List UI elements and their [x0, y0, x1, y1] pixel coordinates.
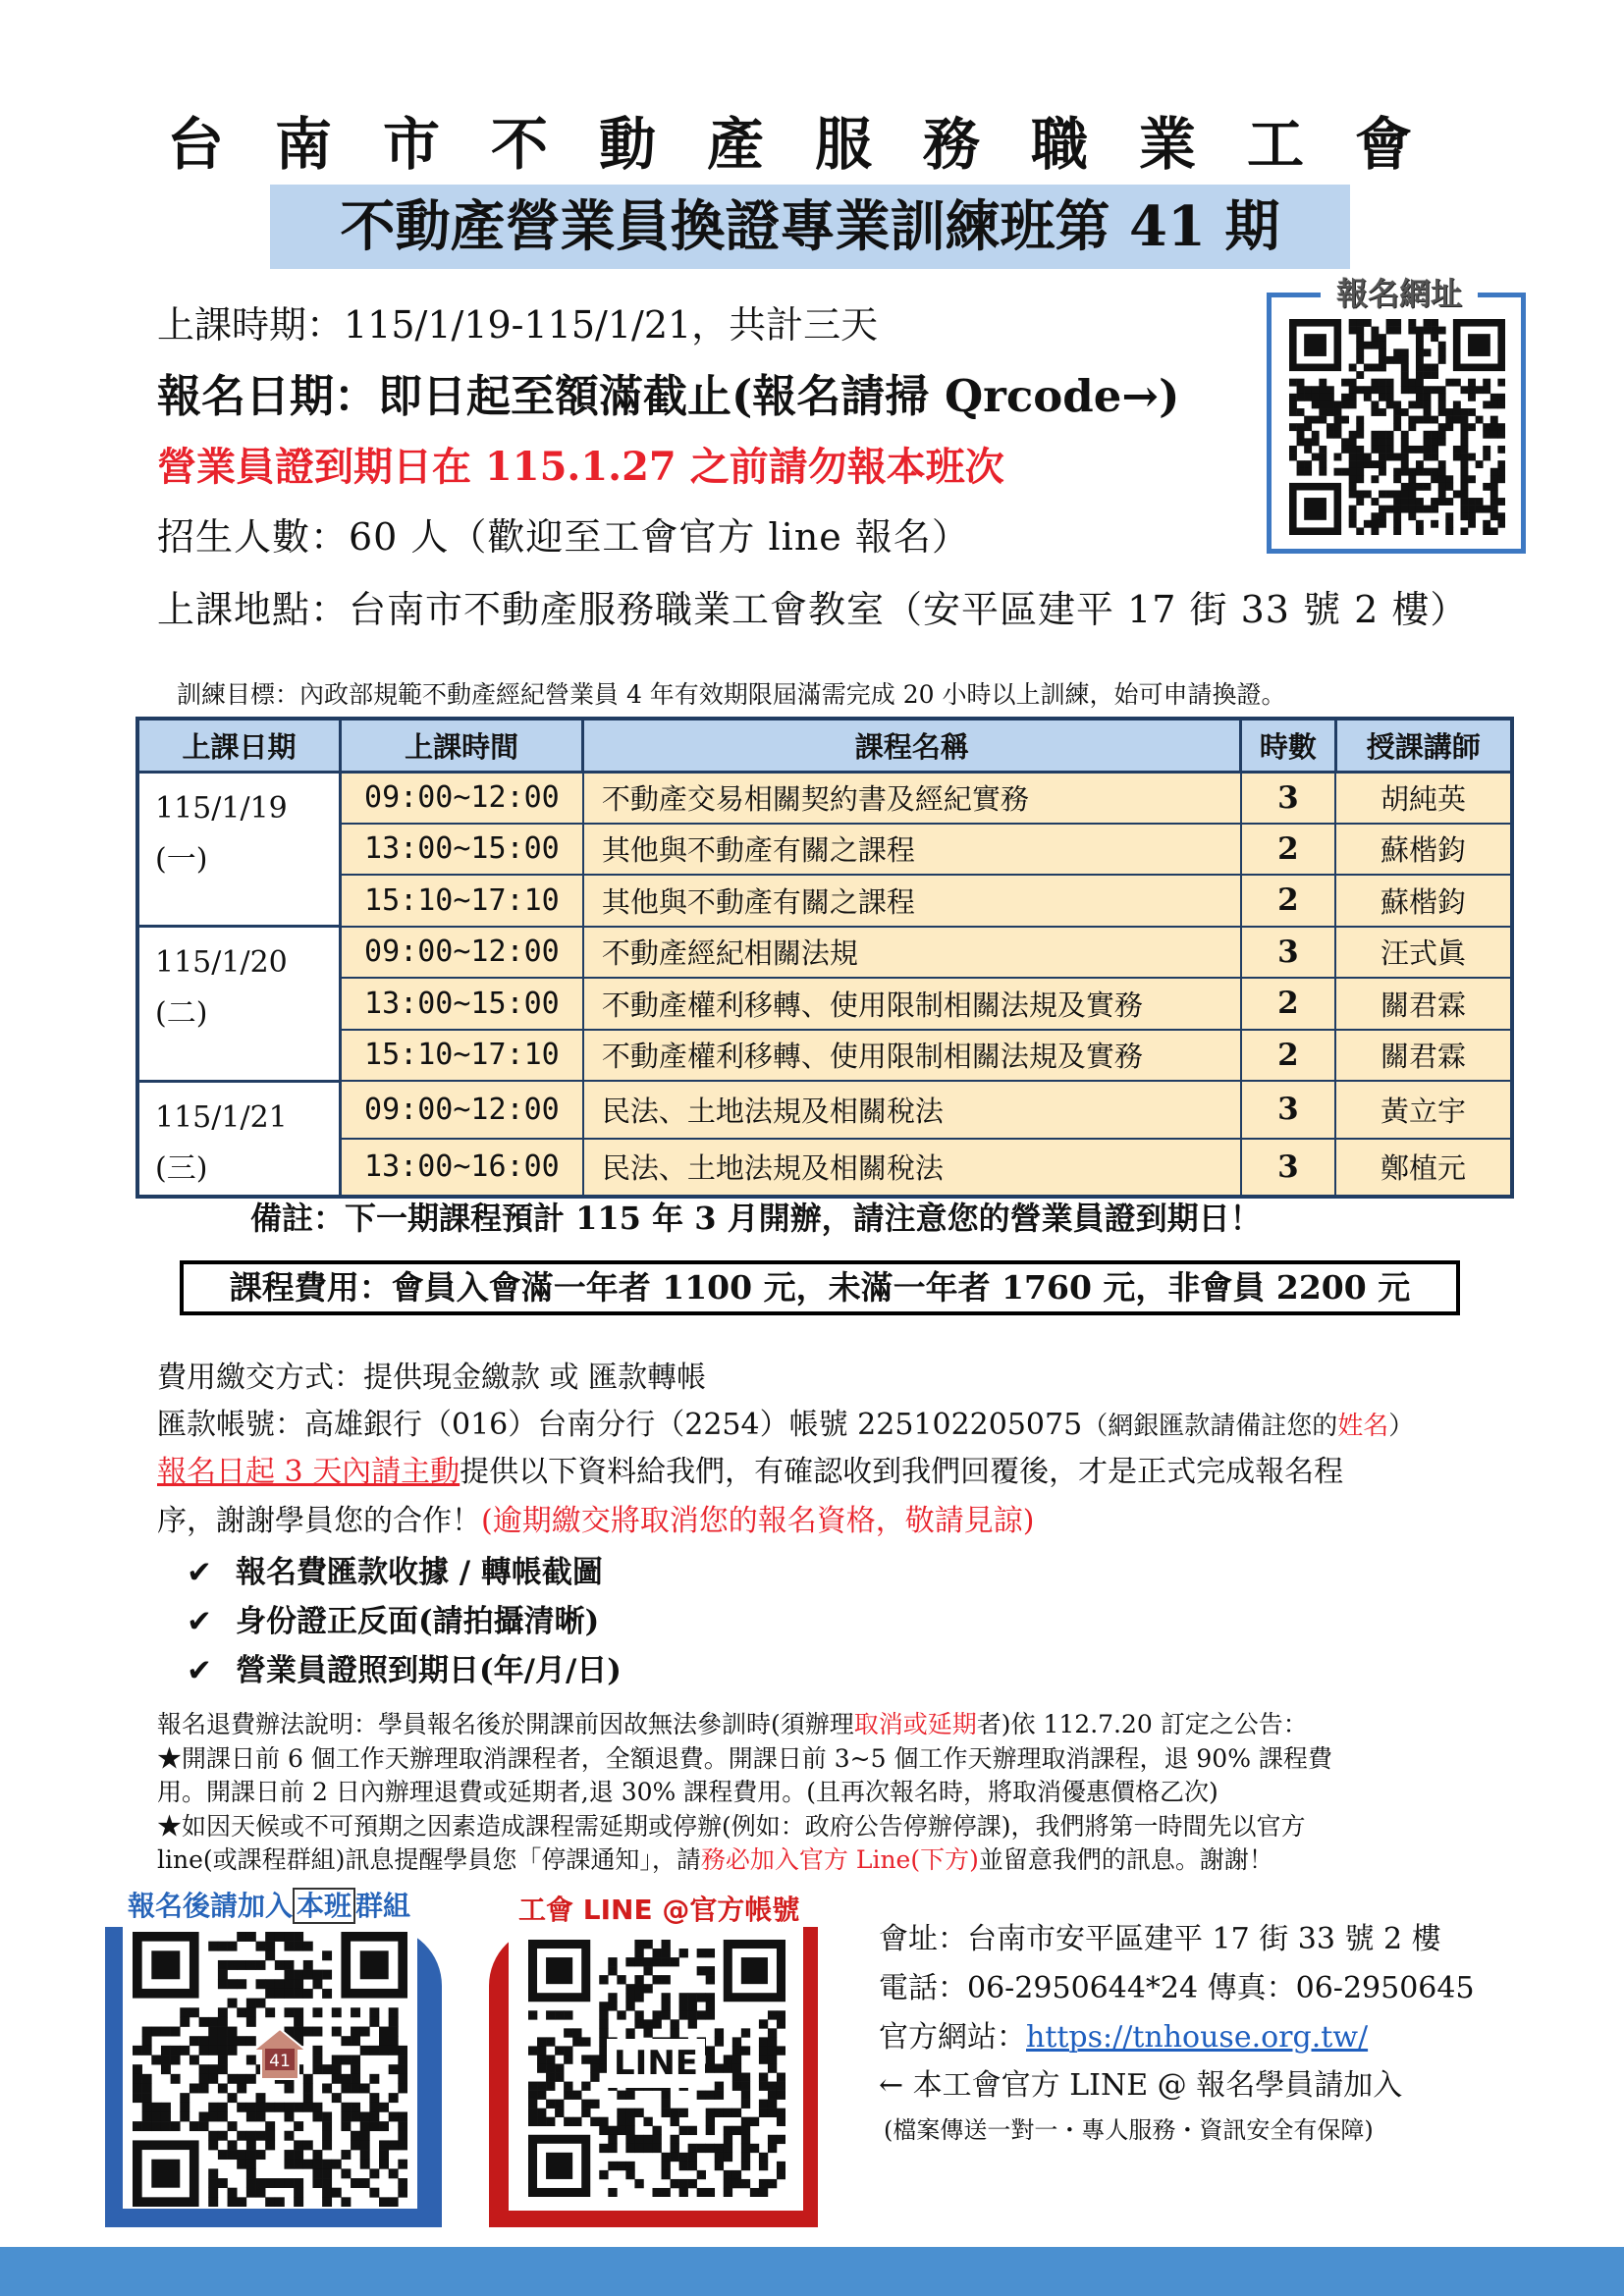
bank-account [157, 1400, 1414, 1443]
teacher-cell: 黃立宇 [1335, 1081, 1512, 1139]
refund-line: 用。開課日前 2 日內辦理退費或延期者,退 30% 課程費用。(且再次報名時，將取消優惠價格乙次) [157, 1778, 1218, 1806]
course-name-cell: 民法、土地法規及相關稅法 [583, 1081, 1241, 1139]
training-goal: 訓練目標：內政部規範不動產經紀營業員 4 年有效期限屆滿需完成 20 小時以上訓練，始可申請換證。 [177, 680, 1286, 709]
header-teacher: 授課講師 [1335, 719, 1512, 772]
course-fee-box: 課程費用：會員入會滿一年者 1100 元，未滿一年者 1760 元，非會員 2200 元 [180, 1260, 1460, 1315]
course-title: 不動產營業員換證專業訓練班第 41 期 [270, 185, 1350, 269]
group-label-boxed: 本班 [293, 1888, 355, 1924]
group-label-text: 群組 [355, 1890, 411, 1922]
course-name-cell: 不動產權利移轉、使用限制相關法規及實務 [583, 978, 1241, 1030]
weekday: (二) [155, 996, 208, 1031]
bank-account-text: 匯款帳號：高雄銀行（016）台南分行（2254）帳號 225102205075 [157, 1408, 1083, 1442]
header-course: 課程名稱 [583, 719, 1241, 772]
expiry-warning: 營業員證到期日在 115.1.27 之前請勿報本班次 [157, 444, 1004, 490]
refund-text: 報名退費辦法說明：學員報名後於開課前因故無法參訓時(須辦理 [157, 1710, 854, 1738]
table-row [137, 1081, 1512, 1139]
refund-line: ★開課日前 6 個工作天辦理取消課程者，全額退費。開課日前 3~5 個工作天辦理取消課程，退 90% 課程費 [157, 1743, 1332, 1773]
bank-note-post: ） [1388, 1412, 1415, 1441]
enrollment-count: 招生人數：60 人（歡迎至工會官方 line 報名） [157, 515, 970, 559]
course-period: 上課時期：115/1/19-115/1/21，共計三天 [157, 303, 879, 347]
date: 115/1/21 [155, 1099, 288, 1135]
refund-text: 並留意我們的訊息。謝謝！ [978, 1845, 1273, 1874]
checkmark-icon: ✔ [187, 1653, 212, 1688]
registration-qr-label: 報名網址 [1321, 275, 1478, 312]
schedule-table [135, 717, 1514, 1199]
thanks-line [157, 1496, 1034, 1539]
weekday: (一) [155, 841, 208, 877]
deadline-highlight: 報名日起 3 天內請主動 [157, 1455, 460, 1489]
course-name-cell: 不動產經紀相關法規 [583, 927, 1241, 979]
course-location: 上課地點：台南市不動產服務職業工會教室（安平區建平 17 街 33 號 2 樓） [157, 588, 1469, 631]
group-qr-code[interactable] [123, 1926, 417, 2209]
time-cell: 09:00~12:00 [340, 772, 582, 824]
time-cell: 13:00~15:00 [340, 978, 582, 1030]
teacher-cell: 關君霖 [1335, 1030, 1512, 1082]
time-cell: 15:10~17:10 [340, 875, 582, 927]
payment-method: 費用繳交方式：提供現金繳款 或 匯款轉帳 [157, 1361, 707, 1395]
table-row [137, 772, 1512, 824]
refund-text: line(或課程群組)訊息提醒學員您「停課通知」，請 [157, 1845, 701, 1874]
date-cell [137, 927, 340, 1082]
refund-line [157, 1708, 1483, 1742]
teacher-cell: 胡純英 [1335, 772, 1512, 824]
time-cell: 13:00~16:00 [340, 1139, 582, 1197]
checkmark-icon: ✔ [187, 1604, 212, 1639]
course-name-cell: 不動產權利移轉、使用限制相關法規及實務 [583, 1030, 1241, 1082]
weekday: (三) [155, 1150, 208, 1186]
course-name-cell: 其他與不動產有關之課程 [583, 875, 1241, 927]
header-date: 上課日期 [137, 719, 340, 772]
hours-cell: 3 [1241, 1139, 1335, 1197]
refund-highlight: 取消或延期 [853, 1710, 977, 1738]
checklist-item [187, 1645, 622, 1689]
website-link[interactable]: https://tnhouse.org.tw/ [1026, 2020, 1369, 2055]
registration-date: 報名日期：即日起至額滿截止(報名請掃 Qrcode→) [157, 370, 1180, 422]
date-cell [137, 772, 340, 927]
table-row [137, 1030, 1512, 1082]
contact-phone: 電話：06-2950644*24 傳真：06-2950645 [879, 1971, 1475, 2005]
hours-cell: 2 [1241, 875, 1335, 927]
submit-deadline [157, 1447, 1343, 1490]
hours-cell: 2 [1241, 978, 1335, 1030]
teacher-cell: 汪式眞 [1335, 927, 1512, 979]
bank-note-name: 姓名 [1337, 1412, 1389, 1441]
hours-cell: 3 [1241, 927, 1335, 979]
contact-website [879, 2012, 1368, 2056]
line-join-hint: ← 本工會官方 LINE @ 報名學員請加入 [879, 2068, 1403, 2103]
teacher-cell: 鄭植元 [1335, 1139, 1512, 1197]
deadline-text: 提供以下資料給我們，有確認收到我們回覆後，才是正式完成報名程 [460, 1455, 1344, 1489]
line-qr-code[interactable] [509, 1926, 803, 2211]
class-group-label [128, 1885, 410, 1924]
checklist-item-label: 營業員證照到期日(年/月/日) [236, 1653, 622, 1688]
teacher-cell: 蘇楷鈞 [1335, 875, 1512, 927]
table-row [137, 824, 1512, 876]
refund-text: 者)依 112.7.20 訂定之公告： [976, 1710, 1308, 1738]
checkmark-icon: ✔ [187, 1555, 212, 1590]
overdue-warning: (逾期繳交將取消您的報名資格，敬請見諒) [481, 1504, 1035, 1538]
refund-line [157, 1843, 1483, 1878]
next-course-note: 備註：下一期課程預計 115 年 3 月開辦，請注意您的營業員證到期日！ [250, 1200, 1262, 1237]
time-cell: 09:00~12:00 [340, 1081, 582, 1139]
organization-title: 台南市不動產服務職業工會 [166, 111, 1463, 178]
hours-cell: 2 [1241, 824, 1335, 876]
course-name-cell: 民法、土地法規及相關稅法 [583, 1139, 1241, 1197]
website-label: 官方網站： [879, 2020, 1026, 2055]
time-cell: 13:00~15:00 [340, 824, 582, 876]
line-logo: LINE [607, 2039, 705, 2088]
schedule-header-row [137, 719, 1512, 772]
hours-cell: 2 [1241, 1030, 1335, 1082]
teacher-cell: 關君霖 [1335, 978, 1512, 1030]
course-name-cell: 不動產交易相關契約書及經紀實務 [583, 772, 1241, 824]
contact-address: 會址：台南市安平區建平 17 街 33 號 2 樓 [879, 1922, 1441, 1956]
line-official-label: 工會 LINE @官方帳號 [518, 1894, 800, 1926]
header-hours: 時數 [1241, 719, 1335, 772]
time-cell: 09:00~12:00 [340, 927, 582, 979]
badge-number: 41 [269, 2052, 291, 2071]
table-row [137, 927, 1512, 979]
date-cell [137, 1081, 340, 1197]
date: 115/1/20 [155, 945, 288, 980]
bank-note-pre: （網銀匯款請備註您的 [1082, 1412, 1338, 1441]
course-name-cell: 其他與不動產有關之課程 [583, 824, 1241, 876]
table-row [137, 978, 1512, 1030]
line-service-note: (檔案傳送一對一・專人服務・資訊安全有保障) [884, 2116, 1374, 2144]
table-row [137, 1139, 1512, 1197]
qr-code-icon [1289, 319, 1505, 535]
date: 115/1/19 [155, 790, 288, 826]
group-label-text: 報名後請加入 [128, 1890, 294, 1922]
hours-cell: 3 [1241, 772, 1335, 824]
thanks-text: 序，謝謝學員您的合作！ [157, 1504, 481, 1538]
footer-bar [0, 2247, 1624, 2296]
time-cell: 15:10~17:10 [340, 1030, 582, 1082]
refund-policy [157, 1708, 1483, 1878]
teacher-cell: 蘇楷鈞 [1335, 824, 1512, 876]
checklist-item [187, 1596, 599, 1640]
checklist-item [187, 1547, 603, 1591]
checklist-item-label: 報名費匯款收據 / 轉帳截圖 [236, 1555, 603, 1590]
registration-qr-code[interactable] [1267, 293, 1526, 554]
checklist-item-label: 身份證正反面(請拍攝清晰) [236, 1604, 600, 1639]
refund-line: ★如因天候或不可預期之因素造成課程需延期或停辦(例如：政府公告停辦停課)，我們將第一時間先以官方 [157, 1811, 1306, 1841]
house-badge-icon [251, 2027, 308, 2081]
hours-cell: 3 [1241, 1081, 1335, 1139]
refund-highlight: 務必加入官方 Line(下方) [700, 1845, 979, 1874]
table-row [137, 875, 1512, 927]
header-time: 上課時間 [340, 719, 582, 772]
